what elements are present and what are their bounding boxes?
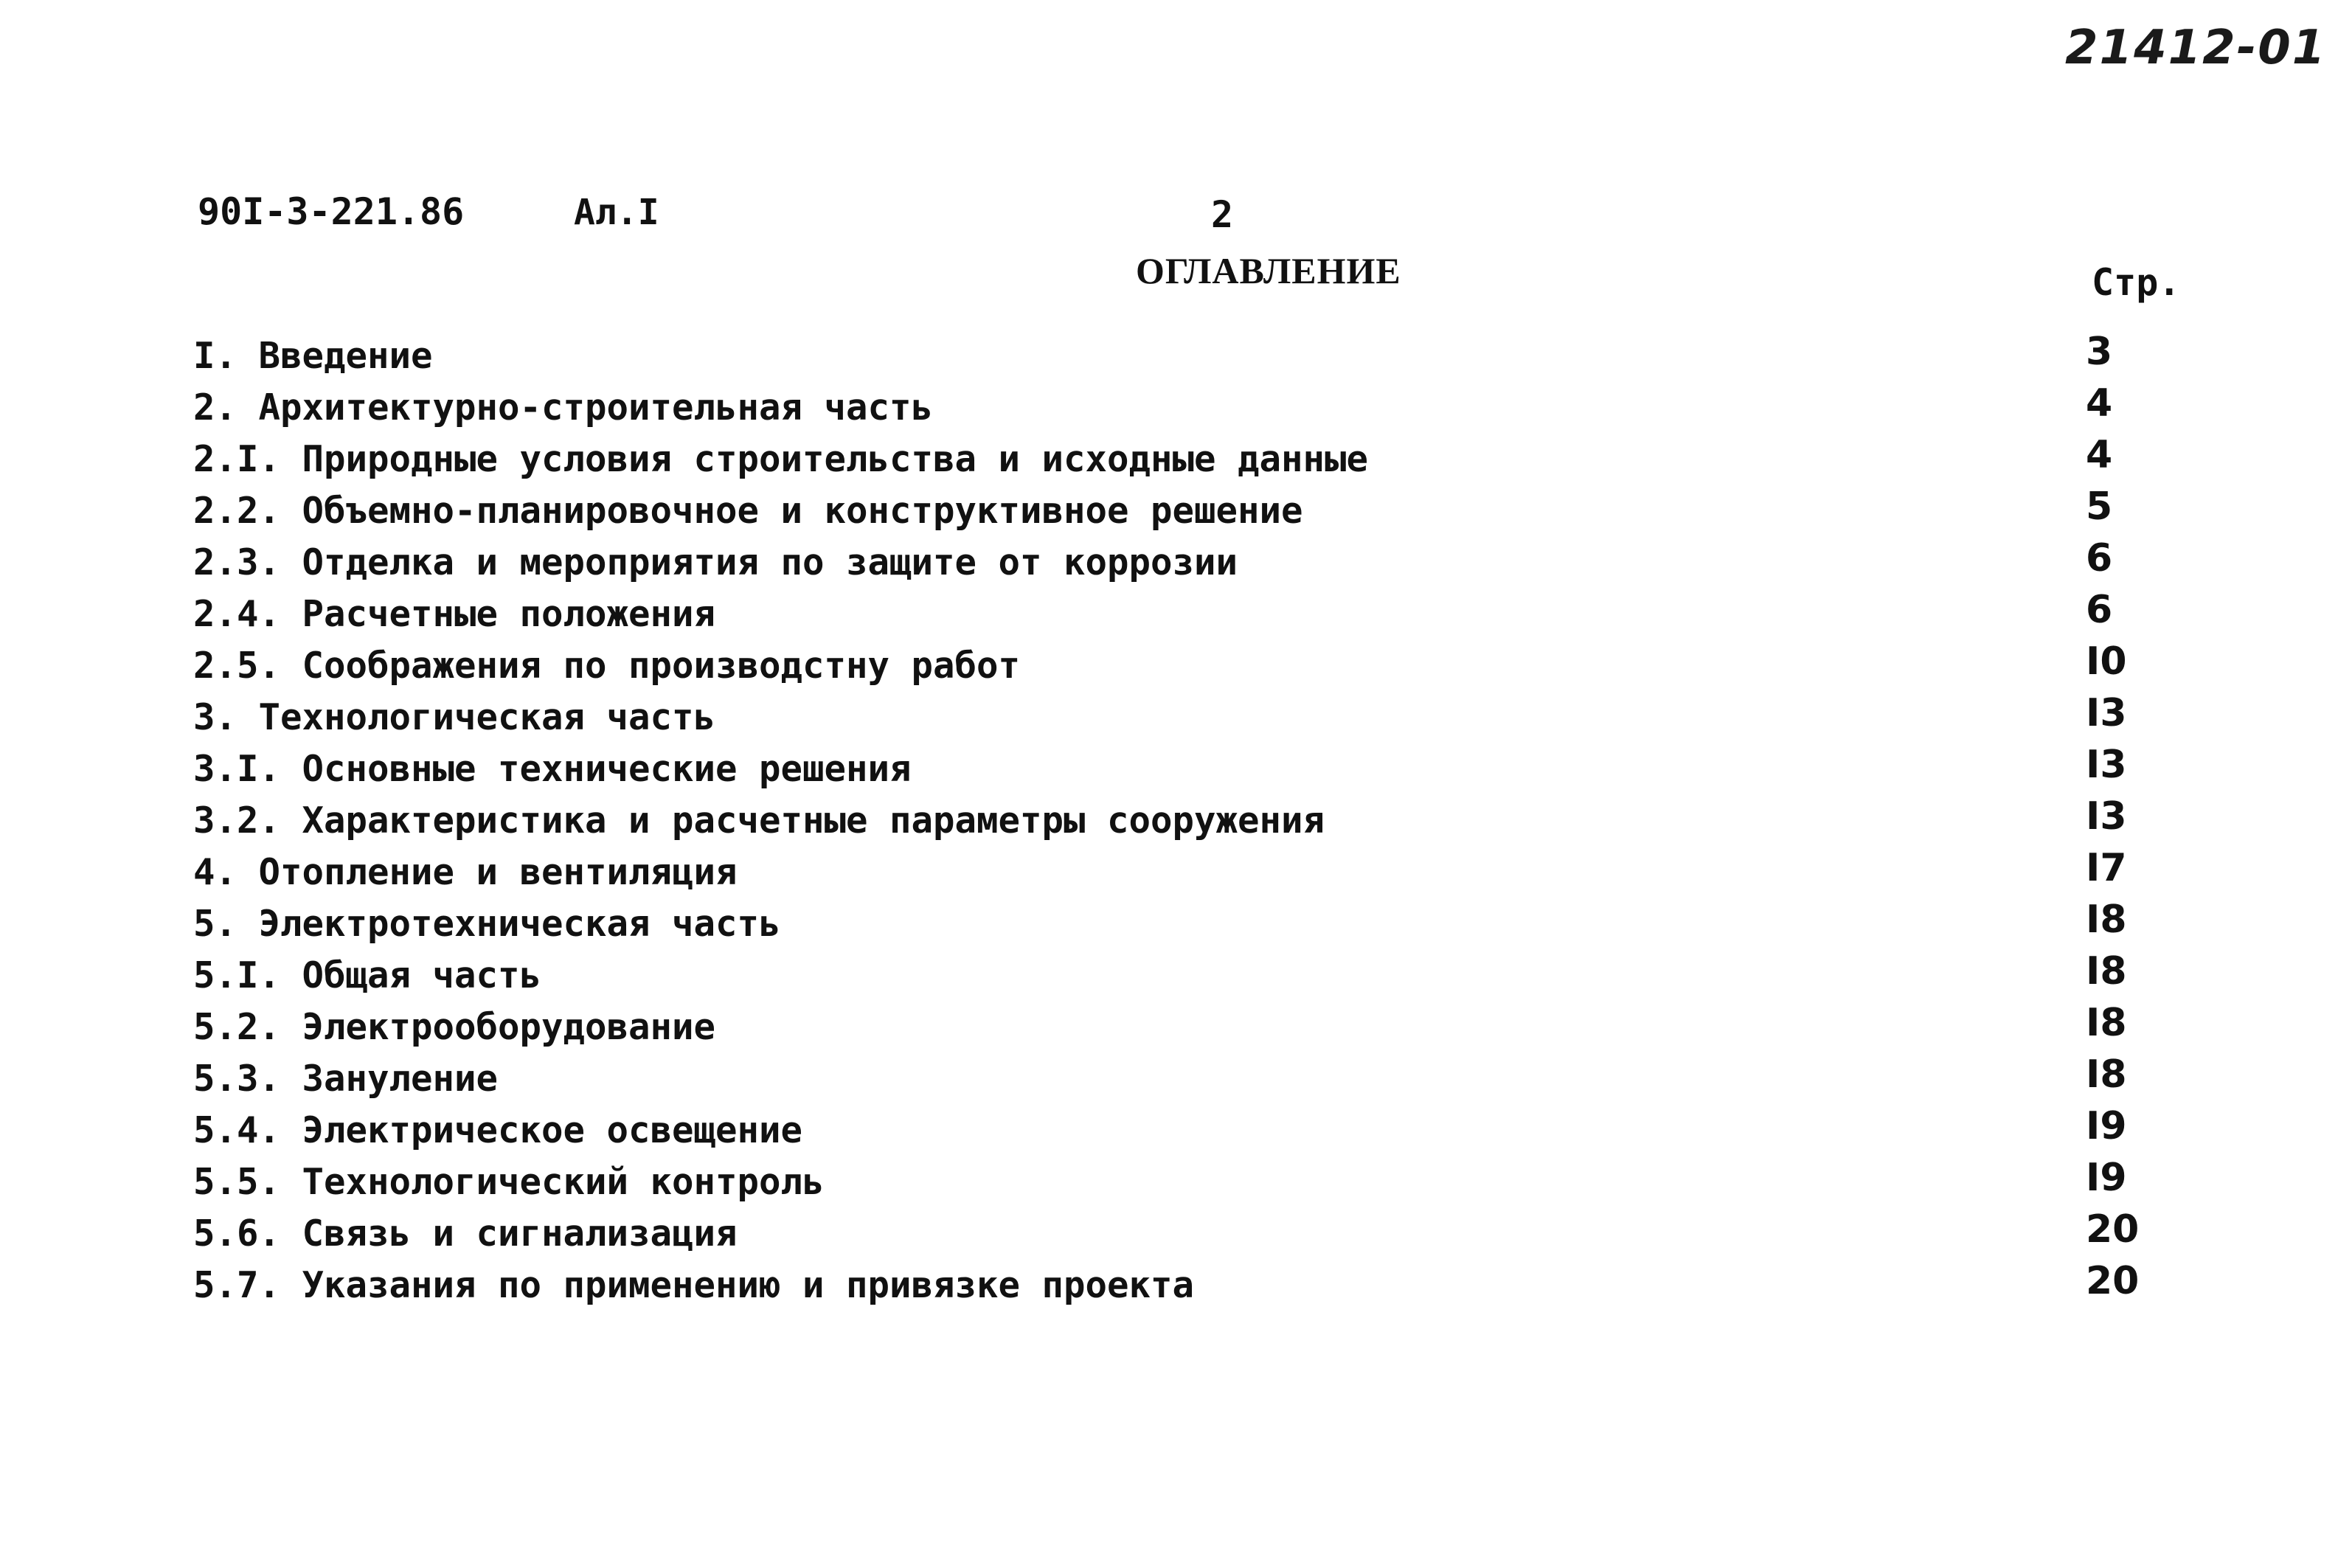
toc-entry-text: 5.3. Зануление: [193, 1058, 499, 1100]
toc-entry-page: I7: [2086, 846, 2127, 890]
toc-entry-page: 20: [2086, 1207, 2140, 1252]
toc-row: [193, 847, 2185, 898]
toc-entry-page: I0: [2086, 639, 2127, 684]
toc-entry-page: I8: [2086, 949, 2127, 993]
toc-row: [193, 1156, 2185, 1208]
toc-entry-text: 5.2. Электрооборудование: [193, 1006, 716, 1048]
toc-row: [193, 434, 2185, 485]
toc-row: [193, 1208, 2185, 1260]
toc-entry-text: 5. Электротехническая часть: [193, 903, 781, 945]
toc-entry-page: 4: [2086, 381, 2113, 426]
toc-row: [193, 485, 2185, 537]
toc-entry-page: I8: [2086, 1001, 2127, 1045]
toc-entry-text: 4. Отопление и вентиляция: [193, 851, 738, 893]
toc-entry-text: 3.2. Характеристика и расчетные параметры сооружения: [193, 799, 1325, 842]
toc-entry-page: 5: [2086, 485, 2113, 529]
toc-row: [193, 537, 2185, 589]
toc-row: [193, 1002, 2185, 1053]
toc-entry-text: 5.5. Технологический контроль: [193, 1161, 825, 1203]
page-number: 2: [1211, 193, 1234, 236]
toc-row: [193, 743, 2185, 795]
page-column-header: Стр.: [2092, 261, 2181, 304]
toc-entry-page: 4: [2086, 433, 2113, 477]
toc-entry-page: 3: [2086, 330, 2113, 374]
toc-row: [193, 1105, 2185, 1156]
toc-row: [193, 330, 2185, 382]
toc-entry-text: I. Введение: [193, 335, 433, 377]
handwritten-annotation: 21412-01: [2065, 21, 2327, 75]
page-title: ОГЛАВЛЕНИЕ: [1136, 250, 1401, 291]
toc-entry-page: I9: [2086, 1104, 2127, 1148]
toc-entry-page: I9: [2086, 1156, 2127, 1200]
toc-entry-text: 2.2. Объемно-планировочное и конструктивное решение: [193, 490, 1303, 532]
toc-row: [193, 382, 2185, 434]
toc-entry-page: 6: [2086, 536, 2113, 580]
toc-entry-page: I8: [2086, 898, 2127, 942]
table-of-contents: [193, 330, 2185, 1311]
toc-entry-text: 2.I. Природные условия строительства и исходные данные: [193, 438, 1369, 480]
toc-entry-page: I8: [2086, 1052, 2127, 1097]
document-code: 90I-3-221.86: [198, 190, 465, 233]
toc-entry-text: 3. Технологическая часть: [193, 696, 716, 738]
toc-entry-text: 5.4. Электрическое освещение: [193, 1109, 803, 1151]
toc-entry-text: 5.I. Общая часть: [193, 954, 542, 996]
toc-row: [193, 640, 2185, 692]
toc-row: [193, 1053, 2185, 1105]
toc-entry-page: I3: [2086, 794, 2127, 839]
toc-entry-page: I3: [2086, 691, 2127, 735]
toc-row: [193, 795, 2185, 847]
toc-entry-text: 2.3. Отделка и мероприятия по защите от коррозии: [193, 541, 1238, 583]
sheet-label: Ал.I: [574, 192, 659, 233]
toc-row: [193, 1260, 2185, 1311]
toc-entry-text: 2. Архитектурно-строительная часть: [193, 386, 934, 429]
toc-row: [193, 589, 2185, 640]
toc-entry-text: 2.4. Расчетные положения: [193, 593, 716, 635]
toc-entry-text: 2.5. Соображения по производстну работ: [193, 645, 1021, 687]
toc-entry-text: 3.I. Основные технические решения: [193, 748, 912, 790]
toc-entry-page: 6: [2086, 588, 2113, 632]
toc-entry-text: 5.7. Указания по применению и привязке проекта: [193, 1264, 1195, 1306]
toc-row: [193, 950, 2185, 1002]
toc-entry-page: 20: [2086, 1259, 2140, 1303]
toc-row: [193, 692, 2185, 743]
toc-entry-text: 5.6. Связь и сигнализация: [193, 1213, 738, 1255]
toc-row: [193, 898, 2185, 950]
toc-entry-page: I3: [2086, 743, 2127, 787]
